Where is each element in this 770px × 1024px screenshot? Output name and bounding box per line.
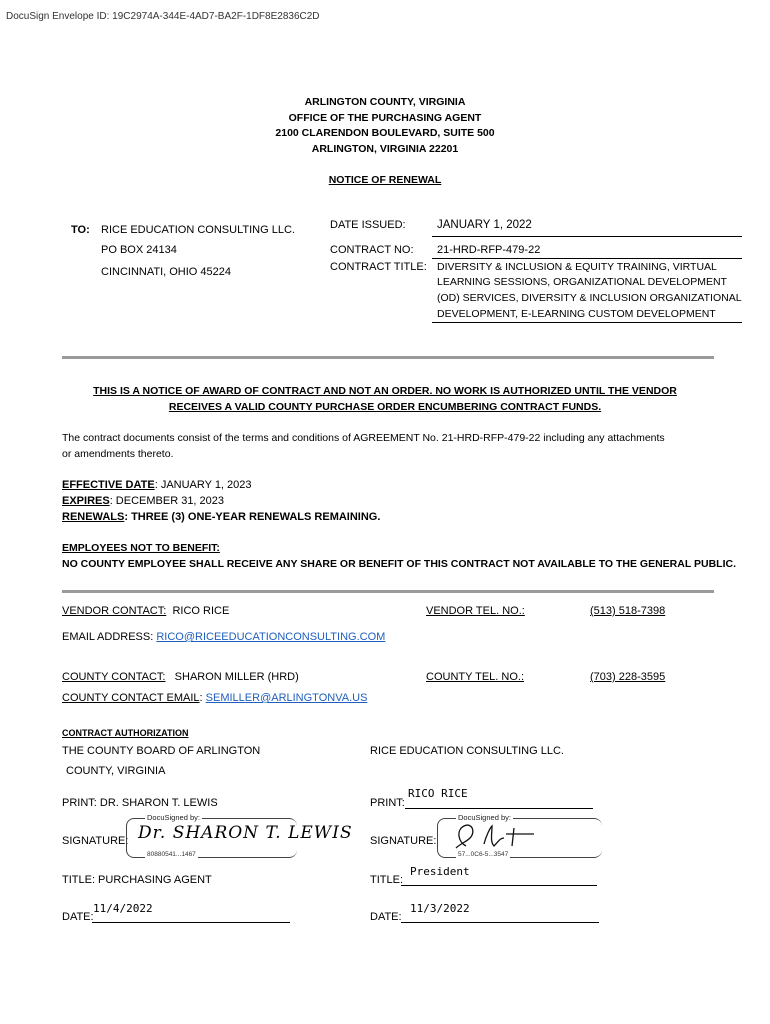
section-divider <box>62 356 714 359</box>
expires-label: EXPIRES <box>62 495 110 507</box>
vendor-title-value: President <box>410 865 470 878</box>
contract-no-label: CONTRACT NO: <box>330 244 414 256</box>
vendor-address-1: PO BOX 24134 <box>101 244 177 256</box>
effective-date-label: EFFECTIVE DATE <box>62 479 155 491</box>
header-city: ARLINGTON, VIRGINIA 22201 <box>311 143 459 155</box>
vendor-contact-label: VENDOR CONTACT: <box>62 605 167 617</box>
employees-heading: EMPLOYEES NOT TO BENEFIT: <box>62 542 220 554</box>
county-date-value: 11/4/2022 <box>93 902 153 915</box>
to-label: TO: <box>71 224 90 236</box>
header-county: ARLINGTON COUNTY, VIRGINIA <box>304 96 466 108</box>
vendor-title-line <box>401 885 597 886</box>
county-signature-id: 80880541...1467 <box>147 851 196 858</box>
county-print-name: PRINT: DR. SHARON T. LEWIS <box>62 797 218 809</box>
header-street: 2100 CLARENDON BOULEVARD, SUITE 500 <box>275 127 495 139</box>
vendor-email-link[interactable]: RICO@RICEEDUCATIONCONSULTING.COM <box>156 631 386 643</box>
effective-date <box>62 479 252 491</box>
renewals-label: RENEWALS <box>62 511 125 523</box>
section-divider <box>62 590 714 593</box>
vendor-email <box>62 631 385 643</box>
contract-no-value: 21-HRD-RFP-479-22 <box>437 244 541 256</box>
vendor-date-value: 11/3/2022 <box>410 902 470 915</box>
docusign-envelope-id: DocuSign Envelope ID: 19C2974A-344E-4AD7-BA2F-1DF8E2836C2D <box>6 11 320 22</box>
county-signature-label: SIGNATURE: <box>62 835 129 847</box>
county-date-line <box>92 922 290 923</box>
contract-title-line: DEVELOPMENT, E-LEARNING CUSTOM DEVELOPMENT <box>437 308 716 320</box>
date-issued-label: DATE ISSUED: <box>330 219 406 231</box>
county-signature: Dr. SHARON T. LEWIS <box>138 823 353 843</box>
county-email: COUNTY CONTACT EMAIL: SEMILLER@ARLINGTONVA.US <box>62 692 368 704</box>
expires-value: : DECEMBER 31, 2023 <box>109 495 225 507</box>
county-email-label: COUNTY CONTACT EMAIL <box>62 692 200 704</box>
county-tel-value: (703) 228-3595 <box>590 671 666 683</box>
county-party-line-1: THE COUNTY BOARD OF ARLINGTON <box>62 745 261 757</box>
renewals-value: : THREE (3) ONE-YEAR RENEWALS REMAINING. <box>124 511 381 523</box>
body-text-line-2: or amendments thereto. <box>62 448 174 460</box>
vendor-signature-id: 57...0C6-5...3547 <box>458 851 509 858</box>
county-email-link[interactable]: SEMILLER@ARLINGTONVA.US <box>205 692 368 704</box>
vendor-docusigned-by: DocuSigned by: <box>458 813 511 822</box>
vendor-party: RICE EDUCATION CONSULTING LLC. <box>370 745 564 757</box>
vendor-contact <box>62 605 229 617</box>
vendor-print-value: RICO RICE <box>408 787 468 800</box>
notice-line-1: THIS IS A NOTICE OF AWARD OF CONTRACT AND NOT AN ORDER. NO WORK IS AUTHORIZED UNTIL THE VENDOR <box>93 385 677 397</box>
contract-title-underline <box>432 322 742 323</box>
vendor-print-line <box>405 808 593 809</box>
notice-title: NOTICE OF RENEWAL <box>328 174 442 186</box>
expires <box>62 495 224 507</box>
contract-title-line: DIVERSITY & INCLUSION & EQUITY TRAINING, VIRTUAL <box>437 261 717 273</box>
vendor-contact-value: RICO RICE <box>172 605 230 617</box>
authorization-heading: CONTRACT AUTHORIZATION <box>62 728 189 738</box>
date-issued-underline <box>432 236 742 237</box>
vendor-name: RICE EDUCATION CONSULTING LLC. <box>101 224 295 236</box>
renewals <box>62 511 380 523</box>
effective-date-value: : JANUARY 1, 2023 <box>154 479 252 491</box>
vendor-signature-icon <box>448 820 538 852</box>
county-docusigned-by: DocuSigned by: <box>147 813 200 822</box>
county-party-line-2: COUNTY, VIRGINIA <box>66 765 166 777</box>
vendor-tel-label: VENDOR TEL. NO.: <box>426 605 525 617</box>
notice-line-2: RECEIVES A VALID COUNTY PURCHASE ORDER ENCUMBERING CONTRACT FUNDS. <box>168 401 602 413</box>
county-contact-value: SHARON MILLER (HRD) <box>174 671 299 683</box>
vendor-tel-value: (513) 518-7398 <box>590 605 666 617</box>
county-contact-label: COUNTY CONTACT: <box>62 671 166 683</box>
employees-text: NO COUNTY EMPLOYEE SHALL RECEIVE ANY SHARE OR BENEFIT OF THIS CONTRACT NOT AVAILABLE TO THE GENERAL PUBLIC. <box>62 558 736 570</box>
vendor-signature-label: SIGNATURE: <box>370 835 437 847</box>
contract-title-label: CONTRACT TITLE: <box>330 261 427 273</box>
body-text-line-1: The contract documents consist of the terms and conditions of AGREEMENT No. 21-HRD-RFP-479-22 including any attachments <box>62 432 665 444</box>
contract-no-underline <box>432 258 742 259</box>
vendor-date-line <box>401 922 599 923</box>
header-office: OFFICE OF THE PURCHASING AGENT <box>288 112 482 124</box>
contract-title-line: LEARNING SESSIONS, ORGANIZATIONAL DEVELOPMENT <box>437 276 727 288</box>
county-date-label: DATE: <box>62 911 94 923</box>
county-tel-label: COUNTY TEL. NO.: <box>426 671 525 683</box>
vendor-email-label: EMAIL ADDRESS: <box>62 631 154 643</box>
county-title: TITLE: PURCHASING AGENT <box>62 874 212 886</box>
county-contact <box>62 671 299 683</box>
contract-title-line: (OD) SERVICES, DIVERSITY & INCLUSION ORGANIZATIONAL <box>437 292 742 304</box>
vendor-address-2: CINCINNATI, OHIO 45224 <box>101 266 231 278</box>
vendor-date-label: DATE: <box>370 911 402 923</box>
vendor-title-label: TITLE: <box>370 874 404 886</box>
vendor-print-label: PRINT: <box>370 797 405 809</box>
date-issued-value: JANUARY 1, 2022 <box>437 219 532 231</box>
